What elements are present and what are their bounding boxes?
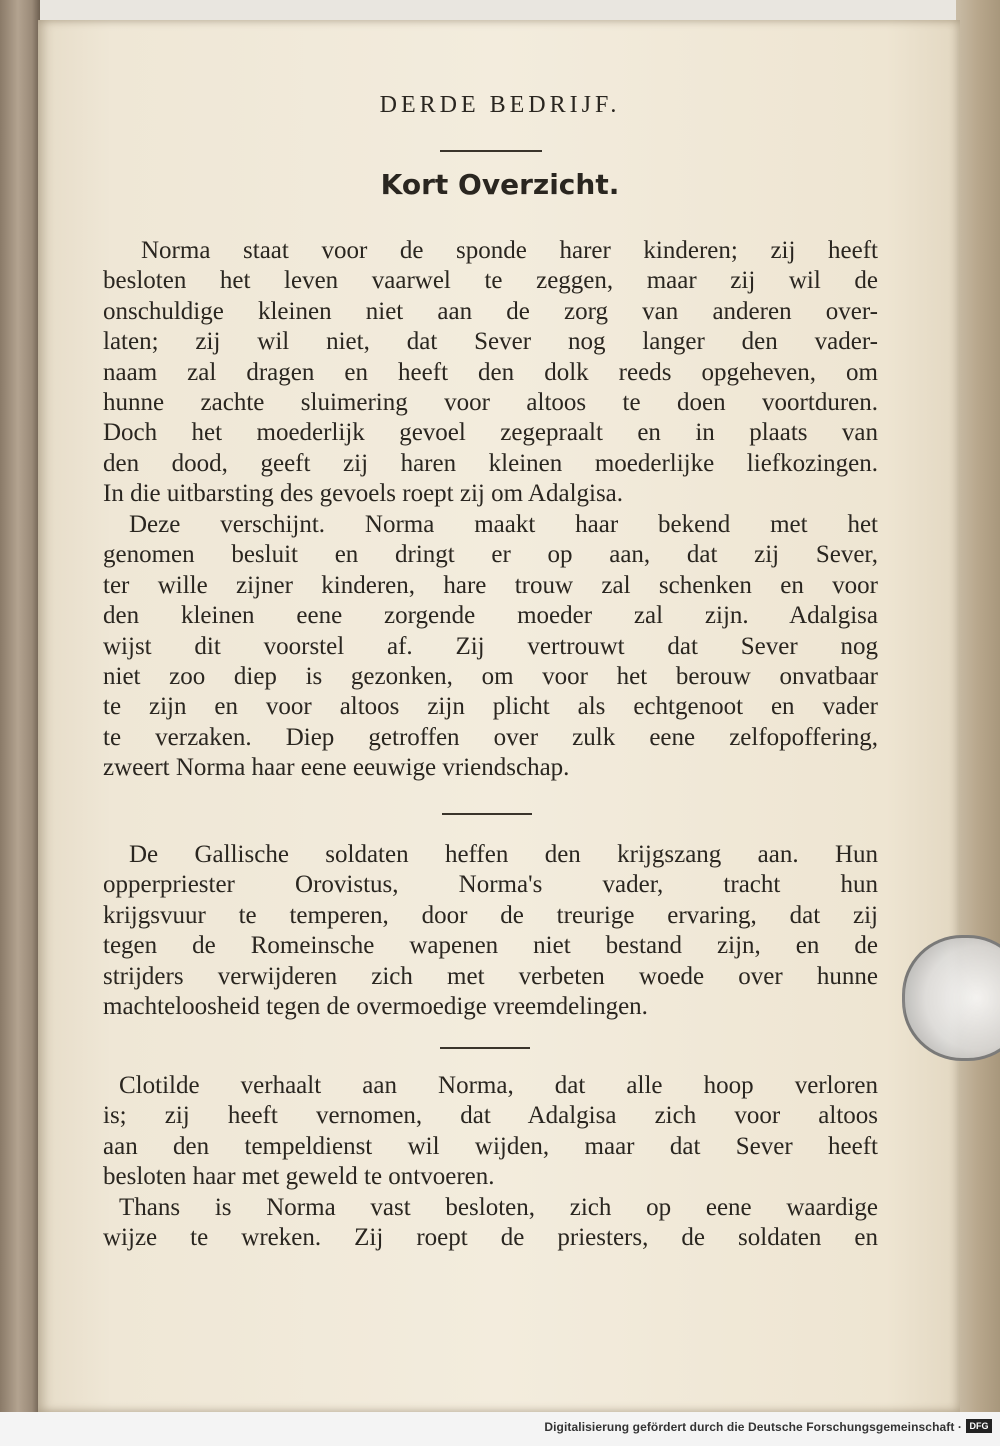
text-line: Doch het moederlijk gevoel zegepraalt en in plaats van (103, 419, 878, 447)
text-line: strijders verwijderen zich met verbeten woede over hunne (103, 962, 878, 990)
text-line: Thans is Norma vast besloten, zich op eene waardige (119, 1194, 878, 1221)
text-line: Norma staat voor de sponde harer kinderen; zij heeft (141, 237, 878, 264)
paragraph-3 (103, 840, 878, 1022)
text-line: aan den tempeldienst wil wijden, maar dat Sever heeft (103, 1132, 878, 1160)
section-divider (442, 813, 532, 815)
text-line: ter wille zijner kinderen, hare trouw zal schenken en voor (103, 571, 878, 599)
text-line: zweert Norma haar eene eeuwige vriendschap. (103, 754, 570, 782)
text-line: Clotilde verhaalt aan Norma, dat alle hoop verloren (119, 1072, 878, 1099)
text-line: machteloosheid tegen de overmoedige vreemdelingen. (103, 993, 648, 1021)
text-line: naam zal dragen en heeft den dolk reeds opgeheven, om (103, 358, 878, 386)
book-cover-right-edge (956, 0, 1000, 1412)
footer-credit: Digitalisierung gefördert durch die Deutsche Forschungsgemeinschaft · (544, 1420, 962, 1434)
text-line: genomen besluit en dringt er op aan, dat zij Sever, (103, 541, 878, 569)
section-title: Kort Overzicht. (380, 168, 620, 201)
text-line: laten; zij wil niet, dat Sever nog langer den vader- (103, 328, 878, 356)
text-line: den kleinen eene zorgende moeder zal zijn. Adalgisa (103, 602, 878, 630)
paragraph-2 (103, 510, 878, 784)
text-line: wijst dit voorstel af. Zij vertrouwt dat Sever nog (103, 632, 878, 660)
running-head: DERDE BEDRIJF. (379, 92, 621, 118)
paragraph-4 (103, 1071, 878, 1193)
dfg-logo: DFG (966, 1419, 992, 1433)
text-line: De Gallische soldaten heffen den krijgszang aan. Hun (129, 841, 878, 868)
text-line: te verzaken. Diep getroffen over zulk eene zelfopoffering, (103, 723, 878, 751)
text-line: In die uitbarsting des gevoels roept zij om Adalgisa. (103, 480, 624, 508)
text-line: krijgsvuur te temperen, door de treurige ervaring, dat zij (103, 901, 878, 929)
paragraph-1 (103, 236, 878, 510)
section-divider (440, 1047, 530, 1049)
text-line: hunne zachte sluimering voor altoos te doen voortduren. (103, 389, 878, 417)
text-line: te zijn en voor altoos zijn plicht als echtgenoot en vader (103, 693, 878, 721)
text-line: wijze te wreken. Zij roept de priesters, de soldaten en (103, 1224, 878, 1252)
book-cover-left-edge (0, 0, 40, 1412)
paragraph-5 (103, 1193, 878, 1254)
text-line: Deze verschijnt. Norma maakt haar bekend met het (129, 511, 878, 538)
text-line: tegen de Romeinsche wapenen niet bestand zijn, en de (103, 932, 878, 960)
rule-under-head (440, 150, 542, 152)
text-line: besloten het leven vaarwel te zeggen, maar zij wil de (103, 267, 878, 295)
text-line: niet zoo diep is gezonken, om voor het berouw onvatbaar (103, 663, 878, 691)
text-line: besloten haar met geweld te ontvoeren. (103, 1163, 495, 1191)
text-line: is; zij heeft vernomen, dat Adalgisa zich voor altoos (103, 1102, 878, 1130)
text-line: den dood, geeft zij haren kleinen moederlijke liefkozingen. (103, 449, 878, 477)
text-line: onschuldige kleinen niet aan de zorg van anderen over- (103, 297, 878, 325)
text-line: opperpriester Orovistus, Norma's vader, tracht hun (103, 871, 878, 899)
